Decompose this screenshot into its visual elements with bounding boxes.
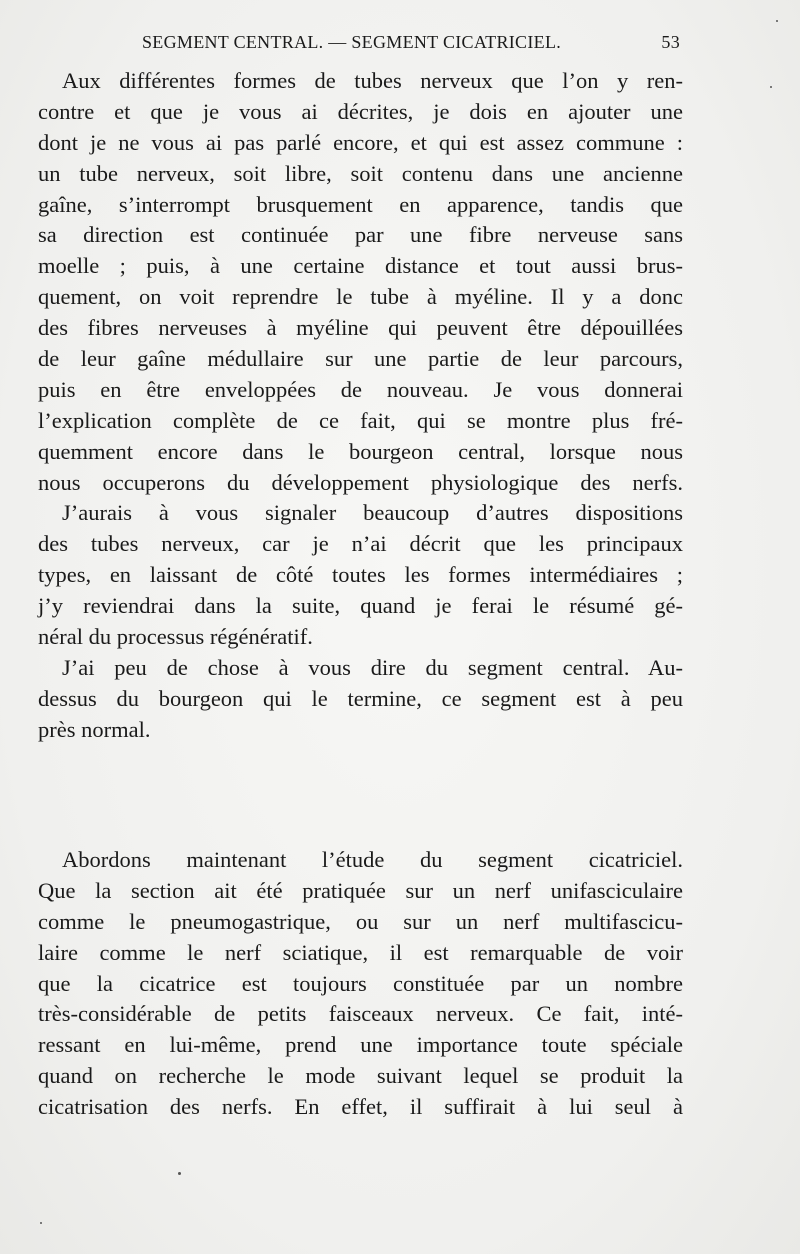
paragraph-line: des fibres nerveuses à myéline qui peuvent être dépouillées — [38, 315, 683, 341]
text-block-lower — [38, 845, 683, 1123]
running-head — [120, 32, 680, 58]
paragraph-line: J’ai peu de chose à vous dire du segment central. Au- — [62, 654, 683, 680]
paragraph-line: des tubes nerveux, car je n’ai décrit que les principaux — [38, 531, 683, 557]
paragraph-line: comme le pneumogastrique, ou sur un nerf multifascicu- — [38, 908, 683, 934]
page-number: 53 — [661, 32, 680, 52]
paragraph-line: l’explication complète de ce fait, qui se montre plus fré- — [38, 407, 683, 433]
ink-speck — [770, 86, 772, 88]
paragraph-line: laire comme le nerf sciatique, il est remarquable de voir — [38, 939, 683, 965]
ink-speck — [776, 20, 778, 22]
paragraph-line: J’aurais à vous signaler beaucoup d’autres dispositions — [62, 500, 683, 526]
paragraph-line: ressant en lui-même, prend une importance toute spéciale — [38, 1032, 683, 1058]
paragraph-line: dessus du bourgeon qui le termine, ce segment est à peu — [38, 685, 683, 711]
paragraph-line: contre et que je vous ai décrites, je dois en ajouter une — [38, 98, 683, 124]
paragraph-line: que la cicatrice est toujours constituée par un nombre — [38, 970, 683, 996]
paragraph-line: de leur gaîne médullaire sur une partie de leur parcours, — [38, 346, 683, 372]
text-block-upper — [38, 66, 683, 746]
paragraph-line: Abordons maintenant l’étude du segment cicatriciel. — [62, 847, 683, 872]
paragraph-line: quemment encore dans le bourgeon central, lorsque nous — [38, 438, 683, 464]
paragraph-line: très-considérable de petits faisceaux nerveux. Ce fait, inté- — [38, 1001, 683, 1027]
paragraph-line: gaîne, s’interrompt brusquement en apparence, tandis que — [38, 191, 683, 217]
paragraph-line: Que la section ait été pratiquée sur un nerf unifasciculaire — [38, 877, 683, 903]
paragraph-line: types, en laissant de côté toutes les formes intermédiaires ; — [38, 562, 683, 588]
paragraph-line: près normal. — [38, 716, 151, 742]
running-head-title: SEGMENT CENTRAL. — SEGMENT CICATRICIEL. — [142, 32, 562, 52]
paragraph-line: puis en être enveloppées de nouveau. Je vous donnerai — [38, 376, 683, 402]
ink-speck — [40, 1222, 42, 1224]
paragraph-line: quement, on voit reprendre le tube à myéline. Il y a donc — [38, 284, 683, 310]
paragraph-line: Aux différentes formes de tubes nerveux que l’on y ren- — [62, 68, 683, 93]
paragraph-line: néral du processus régénératif. — [38, 624, 313, 650]
paragraph-line: un tube nerveux, soit libre, soit contenu dans une ancienne — [38, 160, 683, 186]
paragraph-line: dont je ne vous ai pas parlé encore, et qui est assez commune : — [38, 129, 683, 155]
paragraph-line: quand on recherche le mode suivant lequel se produit la — [38, 1063, 683, 1089]
paragraph-line: moelle ; puis, à une certaine distance et tout aussi brus- — [38, 253, 683, 279]
paragraph-line: sa direction est continuée par une fibre nerveuse sans — [38, 222, 683, 248]
ink-speck — [178, 1172, 181, 1175]
paragraph-line: cicatrisation des nerfs. En effet, il suffirait à lui seul à — [38, 1094, 683, 1120]
paragraph-line: j’y reviendrai dans la suite, quand je ferai le résumé gé- — [38, 593, 683, 619]
paragraph-line: nous occuperons du développement physiologique des nerfs. — [38, 469, 683, 495]
